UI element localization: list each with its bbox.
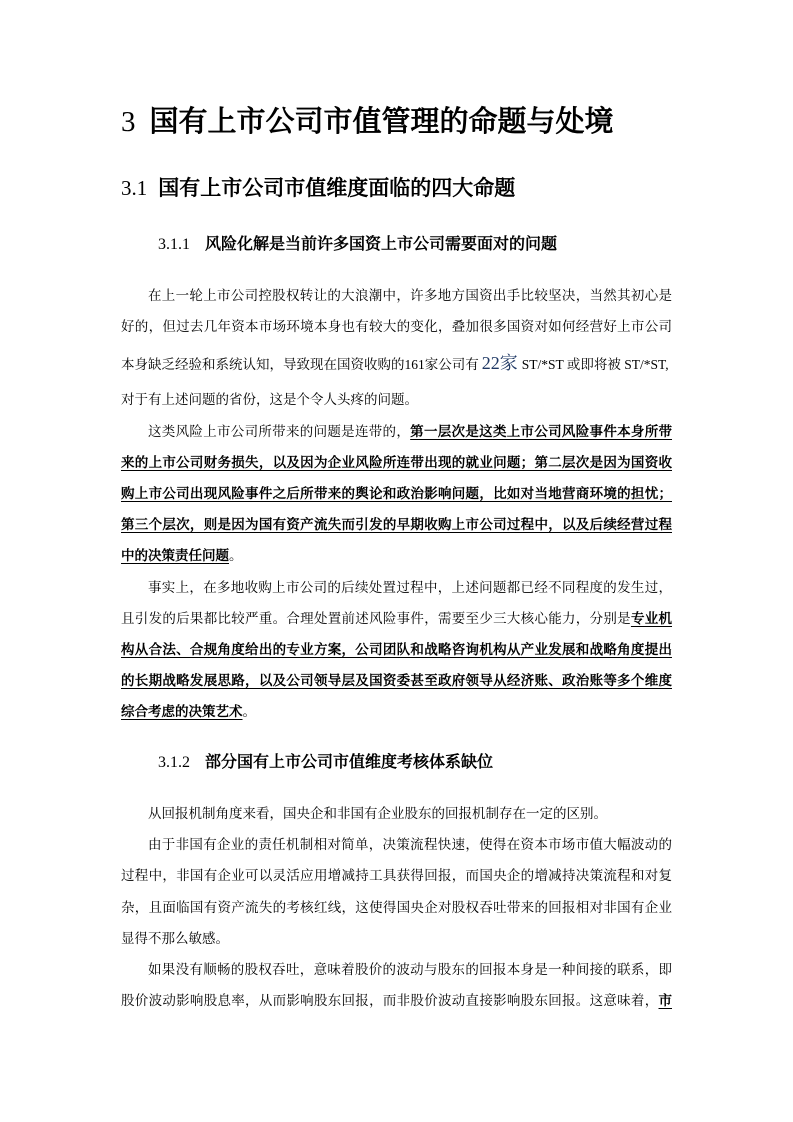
- paragraph: [121, 280, 672, 416]
- emphasis-text: 综合考虑的决策艺术: [121, 704, 243, 720]
- emphasis-text: 第一层次是这类上市公司风险事件本身所带: [410, 423, 673, 439]
- highlighted-count: 22家: [481, 353, 518, 374]
- subsection-title: 部分国有上市公司市值维度考核体系缺位: [205, 754, 494, 771]
- text-segment: 过程中，非国有企业可以灵活应用增减持工具获得回报，而国央企的增减持决策流程和对复: [121, 868, 672, 884]
- chapter-number: 3: [121, 106, 136, 138]
- subsection-body: [121, 798, 672, 1016]
- text-line: [121, 603, 672, 634]
- text-segment: 本身缺乏经验和系统认知，导致现在国资收购的161家公司有: [121, 357, 479, 373]
- text-line: [121, 384, 672, 415]
- emphasis-text: 来的上市公司财务损失，以及因为企业风险所连带出现的就业问题；第二层次是因为国资收: [121, 454, 672, 470]
- paragraph: [121, 954, 672, 1016]
- text-segment: 事实上，在多地收购上市公司的后续处置过程中，上述问题都已经不同程度的发生过，: [148, 579, 672, 595]
- text-line: [121, 892, 672, 923]
- text-line: [121, 342, 672, 384]
- text-segment: 显得不那么敏感。: [121, 930, 229, 946]
- chapter-heading: [121, 107, 614, 137]
- text-line: [121, 696, 672, 727]
- text-segment: 由于非国有企业的责任机制相对简单，决策流程快速，使得在资本市场市值大幅波动的: [148, 837, 672, 853]
- emphasis-text: 市: [658, 993, 672, 1009]
- text-line: [121, 311, 672, 342]
- subsection-number: 3.1.1: [158, 236, 190, 253]
- emphasis-text: 的长期战略发展思路，以及公司领导层及国资委甚至政府领导从经济账、政治账等多个维度: [121, 673, 672, 689]
- section-heading: [121, 176, 515, 200]
- text-line: [121, 634, 672, 665]
- subsection-title: 风险化解是当前许多国资上市公司需要面对的问题: [205, 236, 558, 253]
- text-segment: 杂，且面临国有资产流失的考核红线，这使得国央企对股权吞吐带来的回报相对非国有企业: [121, 899, 672, 915]
- text-line: [121, 829, 672, 860]
- text-line: [121, 798, 672, 829]
- paragraph: [121, 798, 672, 829]
- text-segment: 在上一轮上市公司控股权转让的大浪潮中，许多地方国资出手比较坚决，当然其初心是: [148, 288, 672, 303]
- paragraph: [121, 416, 672, 572]
- paragraph: [121, 829, 672, 954]
- text-line: [121, 923, 672, 954]
- text-line: [121, 447, 672, 478]
- emphasis-text: 专业机: [630, 610, 673, 626]
- text-segment: 且引发的后果都比较严重。合理处置前述风险事件，需要至少三大核心能力，分别是: [121, 610, 631, 626]
- text-line: [121, 280, 672, 311]
- section-number: 3.1: [121, 176, 148, 200]
- text-line: [121, 572, 672, 603]
- text-line: [121, 985, 672, 1016]
- subsection-heading: [158, 753, 493, 773]
- text-segment: 好的，但过去几年资本市场环境本身也有较大的变化，叠加很多国资对如何经营好上市公司: [121, 319, 672, 335]
- text-line: [121, 954, 672, 985]
- text-line: [121, 478, 672, 509]
- emphasis-text: 中的决策责任问题: [121, 548, 229, 564]
- text-line: [121, 665, 672, 696]
- text-segment: 。: [229, 548, 243, 564]
- chapter-title: 国有上市公司市值管理的命题与处境: [149, 106, 614, 138]
- subsection-heading: [158, 235, 557, 255]
- text-segment: 从回报机制角度来看，国央企和非国有企业股东的回报机制存在一定的区别。: [148, 806, 607, 821]
- emphasis-text: 购上市公司出现风险事件之后所带来的舆论和政治影响问题，比如对当地营商环境的担忧；: [121, 485, 672, 501]
- text-line: [121, 509, 672, 540]
- text-segment: 股价波动影响股息率，从而影响股东回报，而非股价波动直接影响股东回报。这意味着，: [121, 993, 659, 1009]
- emphasis-text: 构从合法、合规角度给出的专业方案，公司团队和战略咨询机构从产业发展和战略角度提出: [121, 641, 672, 657]
- text-line: [121, 860, 672, 891]
- paragraph: [121, 572, 672, 728]
- emphasis-text: 第三个层次，则是因为国有资产流失而引发的早期收购上市公司过程中，以及后续经营过程: [121, 517, 672, 533]
- subsection-number: 3.1.2: [158, 754, 190, 771]
- text-segment: 对于有上述问题的省份，这是个令人头疼的问题。: [121, 392, 418, 408]
- text-line: [121, 540, 672, 571]
- section-title: 国有上市公司市值维度面临的四大命题: [158, 176, 516, 200]
- text-segment: 如果没有顺畅的股权吞吐，意味着股价的波动与股东的回报本身是一种间接的联系，即: [148, 961, 672, 977]
- text-segment: 这类风险上市公司所带来的问题是连带的，: [148, 423, 411, 439]
- subsection-body: [121, 280, 672, 727]
- text-segment: 。: [242, 704, 256, 720]
- text-line: [121, 416, 672, 447]
- text-segment: ST/*ST 或即将被 ST/*ST,: [521, 357, 669, 373]
